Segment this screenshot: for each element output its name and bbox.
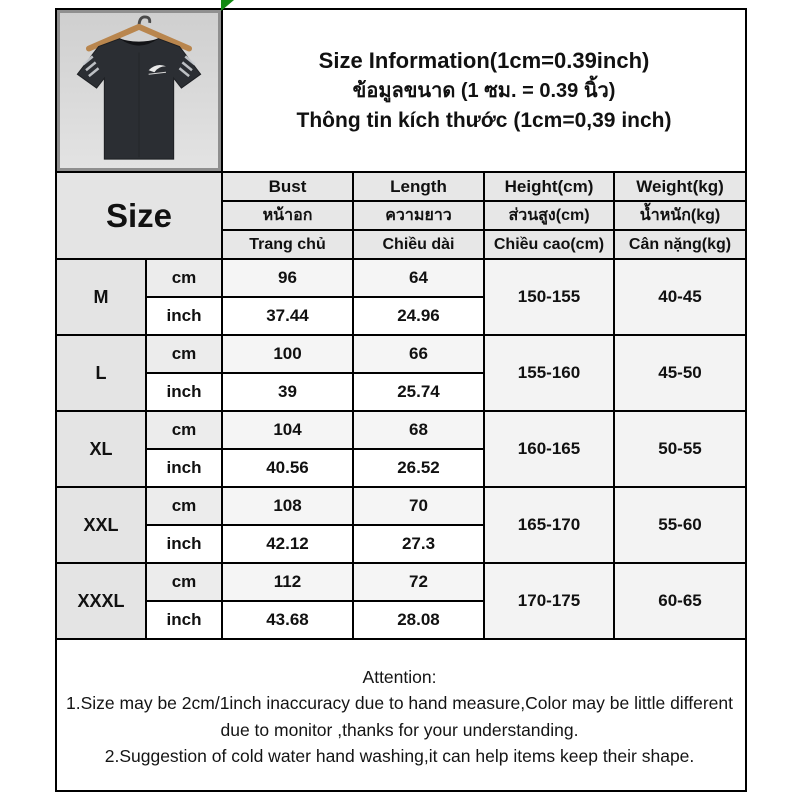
weight-l: 45-50 (614, 335, 746, 411)
title-block (222, 9, 746, 172)
length-cm-xxxl: 72 (353, 563, 484, 601)
size-label-xxl: XXL (56, 487, 146, 563)
bust-cm-m: 96 (222, 259, 353, 297)
table-row-xxl-cm (56, 487, 746, 525)
attention-box (56, 639, 746, 791)
weight-xl: 50-55 (614, 411, 746, 487)
unit-cm-label: cm (146, 487, 222, 525)
table-row-m-cm (56, 259, 746, 297)
unit-inch-label: inch (146, 601, 222, 639)
length-cm-xxl: 70 (353, 487, 484, 525)
length-cm-l: 66 (353, 335, 484, 373)
col-length-th: ความยาว (353, 201, 484, 230)
attention-note-1: 1.Size may be 2cm/1inch inaccuracy due to hand measure,Color may be little different due to monitor ,thanks for your understanding. (66, 693, 733, 740)
col-weight-th: น้ำหนัก(kg) (614, 201, 746, 230)
bust-cm-xl: 104 (222, 411, 353, 449)
col-length-vi: Chiều dài (353, 230, 484, 259)
title-thai: ข้อมูลขนาด (1 ซม. = 0.39 นิ้ว) (352, 79, 616, 102)
col-length-en: Length (353, 172, 484, 201)
unit-cm-label: cm (146, 335, 222, 373)
weight-xxl: 55-60 (614, 487, 746, 563)
tshirt-photo-icon (57, 10, 221, 171)
title-english: Size Information(1cm=0.39inch) (318, 47, 650, 73)
weight-m: 40-45 (614, 259, 746, 335)
size-label-l: L (56, 335, 146, 411)
length-inch-xxxl: 28.08 (353, 601, 484, 639)
col-bust-th: หน้าอก (222, 201, 353, 230)
height-xl: 160-165 (484, 411, 614, 487)
height-xxl: 165-170 (484, 487, 614, 563)
table-row-l-cm (56, 335, 746, 373)
length-cm-m: 64 (353, 259, 484, 297)
tshirt-illustration (60, 13, 218, 168)
bust-inch-xl: 40.56 (222, 449, 353, 487)
header-banner-row (56, 9, 746, 172)
length-inch-xl: 26.52 (353, 449, 484, 487)
bust-inch-xxl: 42.12 (222, 525, 353, 563)
unit-inch-label: inch (146, 449, 222, 487)
size-label-xxxl: XXXL (56, 563, 146, 639)
table-row-xl-cm (56, 411, 746, 449)
table-row-xxxl-cm (56, 563, 746, 601)
size-table (55, 8, 747, 792)
green-corner-flag-icon (221, 0, 234, 11)
height-l: 155-160 (484, 335, 614, 411)
height-xxxl: 170-175 (484, 563, 614, 639)
size-corner-label: Size (56, 172, 222, 259)
weight-xxxl: 60-65 (614, 563, 746, 639)
column-header-row-en (56, 172, 746, 201)
size-label-m: M (56, 259, 146, 335)
length-inch-l: 25.74 (353, 373, 484, 411)
length-inch-m: 24.96 (353, 297, 484, 335)
length-inch-xxl: 27.3 (353, 525, 484, 563)
unit-inch-label: inch (146, 297, 222, 335)
col-height-en: Height(cm) (484, 172, 614, 201)
title-vietnamese: Thông tin kích thước (1cm=0,39 inch) (296, 108, 672, 132)
content-sheet (55, 8, 745, 792)
col-height-th: ส่วนสูง(cm) (484, 201, 614, 230)
col-bust-en: Bust (222, 172, 353, 201)
col-weight-en: Weight(kg) (614, 172, 746, 201)
attention-note-2: 2.Suggestion of cold water hand washing,it can help items keep their shape. (104, 745, 695, 766)
product-photo (56, 9, 222, 172)
size-label-xl: XL (56, 411, 146, 487)
col-weight-vi: Cân nặng(kg) (614, 230, 746, 259)
unit-cm-label: cm (146, 259, 222, 297)
unit-inch-label: inch (146, 373, 222, 411)
bust-cm-l: 100 (222, 335, 353, 373)
unit-cm-label: cm (146, 411, 222, 449)
col-height-vi: Chiều cao(cm) (484, 230, 614, 259)
attention-heading: Attention: (362, 667, 437, 687)
bust-inch-xxxl: 43.68 (222, 601, 353, 639)
attention-row (56, 639, 746, 791)
bust-cm-xxl: 108 (222, 487, 353, 525)
bust-inch-m: 37.44 (222, 297, 353, 335)
height-m: 150-155 (484, 259, 614, 335)
length-cm-xl: 68 (353, 411, 484, 449)
bust-inch-l: 39 (222, 373, 353, 411)
col-bust-vi: Trang chủ (222, 230, 353, 259)
unit-cm-label: cm (146, 563, 222, 601)
unit-inch-label: inch (146, 525, 222, 563)
bust-cm-xxxl: 112 (222, 563, 353, 601)
